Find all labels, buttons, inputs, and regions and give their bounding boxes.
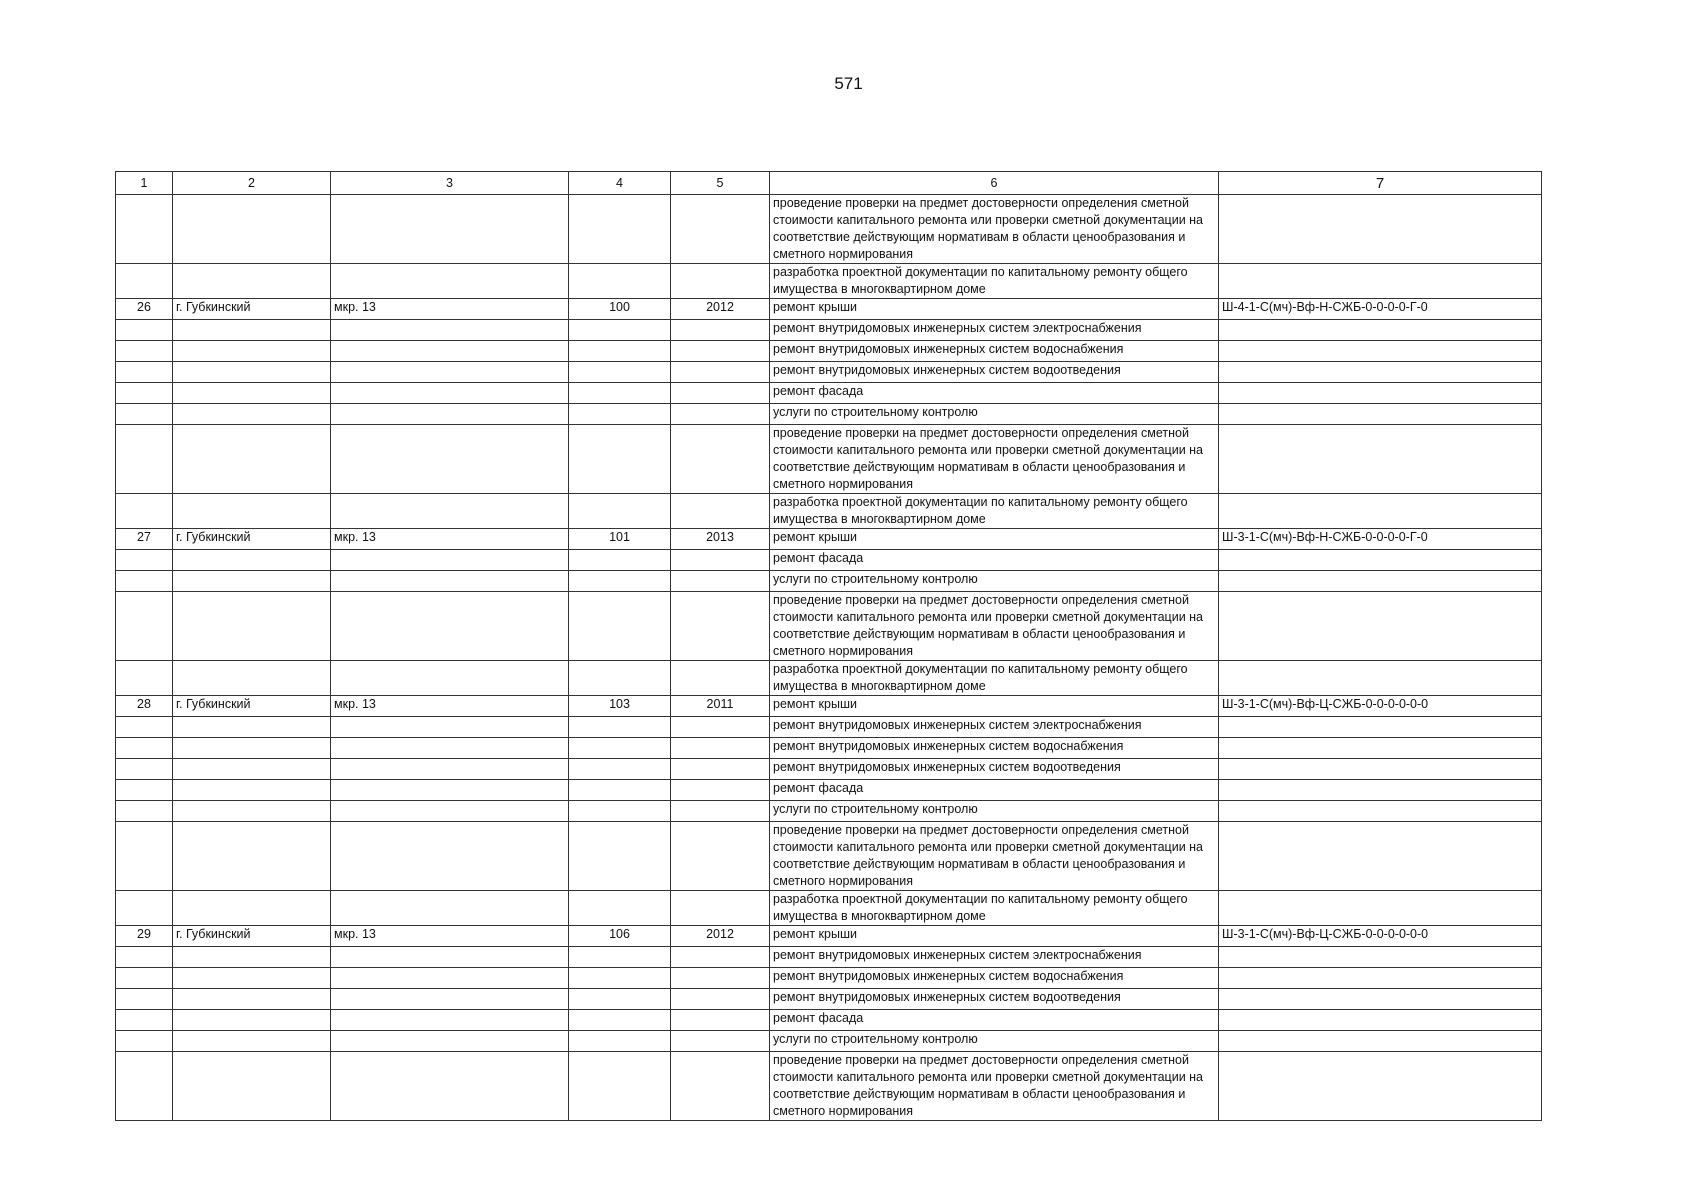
code-cell (1219, 822, 1542, 891)
row-number-cell (116, 404, 173, 425)
table-row (116, 947, 1542, 968)
house-number-cell (569, 661, 671, 696)
code-cell (1219, 494, 1542, 529)
year-cell: 2012 (671, 299, 770, 320)
year-cell (671, 717, 770, 738)
city-cell (173, 989, 331, 1010)
year-cell (671, 822, 770, 891)
table-row (116, 1031, 1542, 1052)
city-cell (173, 1031, 331, 1052)
row-number-cell (116, 822, 173, 891)
row-number-cell (116, 341, 173, 362)
house-number-cell (569, 592, 671, 661)
city-cell (173, 320, 331, 341)
year-cell (671, 738, 770, 759)
house-number-cell: 103 (569, 696, 671, 717)
work-type-cell: услуги по строительному контролю (770, 571, 1219, 592)
year-cell: 2012 (671, 926, 770, 947)
city-cell (173, 891, 331, 926)
year-cell (671, 494, 770, 529)
street-cell (331, 592, 569, 661)
table-row (116, 529, 1542, 550)
table-header (116, 172, 1542, 195)
row-number-cell (116, 550, 173, 571)
street-cell (331, 801, 569, 822)
row-number-cell: 28 (116, 696, 173, 717)
street-cell: мкр. 13 (331, 696, 569, 717)
table-row (116, 320, 1542, 341)
street-cell (331, 550, 569, 571)
code-cell (1219, 383, 1542, 404)
table-row (116, 891, 1542, 926)
house-number-cell (569, 801, 671, 822)
house-number-cell (569, 264, 671, 299)
year-cell (671, 1031, 770, 1052)
work-type-cell: проведение проверки на предмет достоверности определения сметной стоимости капитального ремонта или проверки сметной документации на соответствие действующим нормативам в области ценообразования и сметного нормирования (770, 592, 1219, 661)
year-cell (671, 362, 770, 383)
city-cell (173, 341, 331, 362)
table-row (116, 425, 1542, 494)
house-number-cell (569, 494, 671, 529)
city-cell: г. Губкинский (173, 926, 331, 947)
city-cell (173, 759, 331, 780)
house-number-cell (569, 550, 671, 571)
work-type-cell: ремонт внутридомовых инженерных систем водоснабжения (770, 738, 1219, 759)
row-number-cell (116, 1052, 173, 1121)
row-number-cell (116, 717, 173, 738)
house-number-cell (569, 404, 671, 425)
work-type-cell: ремонт фасада (770, 383, 1219, 404)
table-row (116, 550, 1542, 571)
code-cell (1219, 320, 1542, 341)
year-cell (671, 341, 770, 362)
year-cell (671, 1010, 770, 1031)
year-cell (671, 383, 770, 404)
street-cell (331, 1031, 569, 1052)
street-cell (331, 738, 569, 759)
work-type-cell: ремонт крыши (770, 696, 1219, 717)
house-number-cell (569, 1031, 671, 1052)
table-row (116, 1052, 1542, 1121)
year-cell (671, 801, 770, 822)
code-cell (1219, 717, 1542, 738)
year-cell (671, 989, 770, 1010)
street-cell (331, 822, 569, 891)
table-row (116, 592, 1542, 661)
table-row (116, 1010, 1542, 1031)
house-number-cell (569, 989, 671, 1010)
street-cell (331, 341, 569, 362)
house-number-cell (569, 822, 671, 891)
code-cell (1219, 661, 1542, 696)
year-cell (671, 592, 770, 661)
row-number-cell (116, 264, 173, 299)
work-type-cell: услуги по строительному контролю (770, 404, 1219, 425)
year-cell (671, 264, 770, 299)
city-cell (173, 550, 331, 571)
street-cell (331, 780, 569, 801)
page-number: 571 (834, 74, 863, 93)
code-cell (1219, 592, 1542, 661)
table-row (116, 299, 1542, 320)
work-type-cell: ремонт внутридомовых инженерных систем водоотведения (770, 362, 1219, 383)
code-cell (1219, 341, 1542, 362)
code-cell (1219, 968, 1542, 989)
work-type-cell: услуги по строительному контролю (770, 1031, 1219, 1052)
house-number-cell (569, 759, 671, 780)
repair-schedule-table (115, 171, 1542, 1121)
code-cell (1219, 989, 1542, 1010)
work-type-cell: ремонт внутридомовых инженерных систем водоотведения (770, 759, 1219, 780)
work-type-cell: разработка проектной документации по капитальному ремонту общего имущества в многоквартирном доме (770, 661, 1219, 696)
table-row (116, 661, 1542, 696)
city-cell (173, 738, 331, 759)
code-cell (1219, 759, 1542, 780)
row-number-cell (116, 989, 173, 1010)
code-cell (1219, 801, 1542, 822)
year-cell (671, 891, 770, 926)
house-number-cell (569, 968, 671, 989)
header-row (116, 172, 1542, 195)
city-cell (173, 571, 331, 592)
code-cell (1219, 1010, 1542, 1031)
table-row (116, 383, 1542, 404)
work-type-cell: ремонт внутридомовых инженерных систем электроснабжения (770, 947, 1219, 968)
year-cell (671, 968, 770, 989)
row-number-cell (116, 195, 173, 264)
code-cell (1219, 404, 1542, 425)
row-number-cell (116, 738, 173, 759)
year-cell (671, 404, 770, 425)
street-cell (331, 661, 569, 696)
work-type-cell: ремонт внутридомовых инженерных систем водоснабжения (770, 341, 1219, 362)
code-cell: Ш-3-1-С(мч)-Вф-Н-СЖБ-0-0-0-0-Г-0 (1219, 529, 1542, 550)
code-cell (1219, 264, 1542, 299)
city-cell (173, 592, 331, 661)
row-number-cell: 27 (116, 529, 173, 550)
year-cell (671, 661, 770, 696)
row-number-cell: 29 (116, 926, 173, 947)
house-number-cell (569, 717, 671, 738)
table-row (116, 801, 1542, 822)
code-cell: Ш-3-1-С(мч)-Вф-Ц-СЖБ-0-0-0-0-0-0 (1219, 696, 1542, 717)
street-cell (331, 404, 569, 425)
street-cell (331, 264, 569, 299)
house-number-cell (569, 195, 671, 264)
street-cell (331, 571, 569, 592)
table-row (116, 494, 1542, 529)
column-header-4: 4 (569, 172, 671, 195)
street-cell (331, 989, 569, 1010)
street-cell (331, 891, 569, 926)
city-cell (173, 947, 331, 968)
street-cell (331, 759, 569, 780)
table-row (116, 717, 1542, 738)
house-number-cell (569, 383, 671, 404)
table-body (116, 195, 1542, 1121)
work-type-cell: ремонт внутридомовых инженерных систем электроснабжения (770, 717, 1219, 738)
work-type-cell: проведение проверки на предмет достоверности определения сметной стоимости капитального ремонта или проверки сметной документации на соответствие действующим нормативам в области ценообразования и сметного нормирования (770, 822, 1219, 891)
table-row (116, 989, 1542, 1010)
row-number-cell: 26 (116, 299, 173, 320)
street-cell (331, 320, 569, 341)
city-cell (173, 195, 331, 264)
year-cell: 2011 (671, 696, 770, 717)
column-header-3: 3 (331, 172, 569, 195)
year-cell (671, 759, 770, 780)
house-number-cell (569, 425, 671, 494)
row-number-cell (116, 425, 173, 494)
row-number-cell (116, 362, 173, 383)
table-row (116, 822, 1542, 891)
year-cell (671, 947, 770, 968)
code-cell (1219, 947, 1542, 968)
street-cell (331, 383, 569, 404)
row-number-cell (116, 1010, 173, 1031)
work-type-cell: ремонт внутридомовых инженерных систем водоснабжения (770, 968, 1219, 989)
table-row (116, 571, 1542, 592)
code-cell (1219, 891, 1542, 926)
table-row (116, 404, 1542, 425)
street-cell (331, 494, 569, 529)
house-number-cell: 101 (569, 529, 671, 550)
row-number-cell (116, 968, 173, 989)
city-cell (173, 801, 331, 822)
row-number-cell (116, 780, 173, 801)
house-number-cell (569, 362, 671, 383)
house-number-cell (569, 738, 671, 759)
street-cell (331, 195, 569, 264)
code-cell (1219, 1031, 1542, 1052)
year-cell (671, 550, 770, 571)
house-number-cell (569, 891, 671, 926)
work-type-cell: ремонт крыши (770, 926, 1219, 947)
work-type-cell: ремонт внутридомовых инженерных систем электроснабжения (770, 320, 1219, 341)
street-cell (331, 717, 569, 738)
work-type-cell: ремонт крыши (770, 299, 1219, 320)
column-header-6: 6 (770, 172, 1219, 195)
city-cell (173, 780, 331, 801)
city-cell (173, 661, 331, 696)
code-cell (1219, 425, 1542, 494)
work-type-cell: разработка проектной документации по капитальному ремонту общего имущества в многоквартирном доме (770, 891, 1219, 926)
year-cell (671, 425, 770, 494)
street-cell (331, 1052, 569, 1121)
column-header-5: 5 (671, 172, 770, 195)
street-cell (331, 968, 569, 989)
code-cell: Ш-4-1-С(мч)-Вф-Н-СЖБ-0-0-0-0-Г-0 (1219, 299, 1542, 320)
table-row (116, 362, 1542, 383)
code-cell (1219, 780, 1542, 801)
row-number-cell (116, 947, 173, 968)
column-header-1: 1 (116, 172, 173, 195)
table-row (116, 264, 1542, 299)
city-cell: г. Губкинский (173, 529, 331, 550)
row-number-cell (116, 759, 173, 780)
street-cell (331, 947, 569, 968)
house-number-cell: 100 (569, 299, 671, 320)
code-cell (1219, 195, 1542, 264)
year-cell (671, 1052, 770, 1121)
city-cell: г. Губкинский (173, 299, 331, 320)
house-number-cell (569, 571, 671, 592)
street-cell (331, 425, 569, 494)
table-row (116, 696, 1542, 717)
house-number-cell (569, 320, 671, 341)
year-cell (671, 571, 770, 592)
work-type-cell: ремонт фасада (770, 780, 1219, 801)
work-type-cell: ремонт фасада (770, 550, 1219, 571)
street-cell: мкр. 13 (331, 299, 569, 320)
city-cell (173, 362, 331, 383)
house-number-cell (569, 947, 671, 968)
city-cell (173, 494, 331, 529)
table-row (116, 738, 1542, 759)
column-header-7: 7 (1219, 172, 1542, 195)
table-row (116, 195, 1542, 264)
work-type-cell: разработка проектной документации по капитальному ремонту общего имущества в многоквартирном доме (770, 494, 1219, 529)
row-number-cell (116, 1031, 173, 1052)
work-type-cell: разработка проектной документации по капитальному ремонту общего имущества в многоквартирном доме (770, 264, 1219, 299)
code-cell (1219, 1052, 1542, 1121)
row-number-cell (116, 891, 173, 926)
street-cell (331, 1010, 569, 1031)
street-cell: мкр. 13 (331, 529, 569, 550)
city-cell (173, 1052, 331, 1121)
column-header-2: 2 (173, 172, 331, 195)
table-row (116, 759, 1542, 780)
house-number-cell (569, 341, 671, 362)
code-cell: Ш-3-1-С(мч)-Вф-Ц-СЖБ-0-0-0-0-0-0 (1219, 926, 1542, 947)
house-number-cell: 106 (569, 926, 671, 947)
table-row (116, 968, 1542, 989)
work-type-cell: ремонт фасада (770, 1010, 1219, 1031)
row-number-cell (116, 494, 173, 529)
house-number-cell (569, 1052, 671, 1121)
year-cell: 2013 (671, 529, 770, 550)
house-number-cell (569, 780, 671, 801)
work-type-cell: проведение проверки на предмет достоверности определения сметной стоимости капитального ремонта или проверки сметной документации на соответствие действующим нормативам в области ценообразования и сметного нормирования (770, 1052, 1219, 1121)
city-cell (173, 425, 331, 494)
street-cell (331, 362, 569, 383)
work-type-cell: услуги по строительному контролю (770, 801, 1219, 822)
row-number-cell (116, 801, 173, 822)
street-cell: мкр. 13 (331, 926, 569, 947)
table-row (116, 780, 1542, 801)
row-number-cell (116, 383, 173, 404)
city-cell (173, 822, 331, 891)
year-cell (671, 780, 770, 801)
year-cell (671, 195, 770, 264)
city-cell (173, 717, 331, 738)
year-cell (671, 320, 770, 341)
code-cell (1219, 362, 1542, 383)
row-number-cell (116, 592, 173, 661)
row-number-cell (116, 571, 173, 592)
city-cell (173, 383, 331, 404)
table-row (116, 926, 1542, 947)
code-cell (1219, 738, 1542, 759)
row-number-cell (116, 661, 173, 696)
row-number-cell (116, 320, 173, 341)
table-row (116, 341, 1542, 362)
city-cell (173, 404, 331, 425)
city-cell (173, 1010, 331, 1031)
city-cell: г. Губкинский (173, 696, 331, 717)
work-type-cell: проведение проверки на предмет достоверности определения сметной стоимости капитального ремонта или проверки сметной документации на соответствие действующим нормативам в области ценообразования и сметного нормирования (770, 195, 1219, 264)
work-type-cell: ремонт крыши (770, 529, 1219, 550)
city-cell (173, 968, 331, 989)
city-cell (173, 264, 331, 299)
code-cell (1219, 550, 1542, 571)
work-type-cell: ремонт внутридомовых инженерных систем водоотведения (770, 989, 1219, 1010)
house-number-cell (569, 1010, 671, 1031)
code-cell (1219, 571, 1542, 592)
work-type-cell: проведение проверки на предмет достоверности определения сметной стоимости капитального ремонта или проверки сметной документации на соответствие действующим нормативам в области ценообразования и сметного нормирования (770, 425, 1219, 494)
